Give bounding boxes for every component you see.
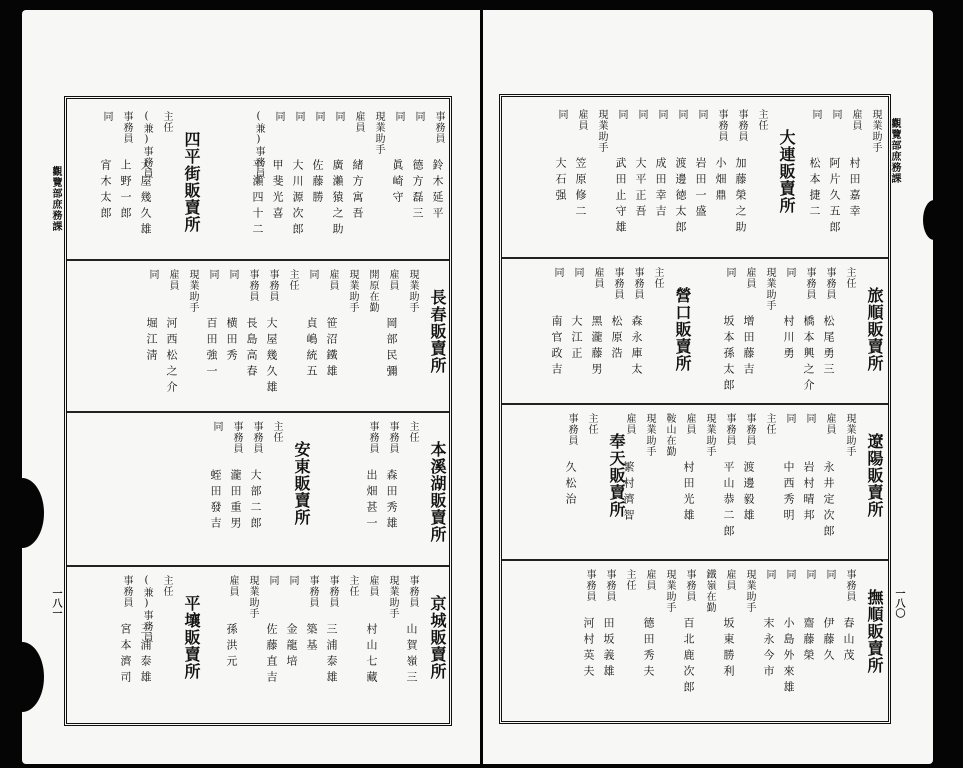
staff-name: 永井定次郎 [822, 461, 835, 541]
staff-position: 事務員 [251, 421, 262, 454]
staff-position: 雇員 [644, 569, 655, 591]
staff-name: 三浦泰雄 [325, 623, 338, 687]
section-divider [502, 403, 888, 405]
staff-position: 事務員 [736, 109, 747, 142]
staff-position: 雇員 [744, 267, 755, 289]
staff-name: 三浦泰雄 [139, 623, 152, 687]
staff-position: 雇員 [367, 575, 378, 597]
staff-position: 同 [656, 109, 667, 120]
staff-position: 主任 [586, 413, 597, 435]
staff-position: 事務員 [612, 267, 623, 300]
staff-name: 加藤榮之助 [734, 157, 747, 237]
staff-position: 鐵嶺在勤 [704, 569, 715, 613]
staff-position: 雇員 [592, 267, 603, 289]
staff-position: 同 [307, 269, 318, 280]
staff-position: 現業助手 [764, 267, 775, 311]
staff-name: 山賀嶺三 [405, 623, 418, 687]
staff-position: (兼)事務員 [253, 111, 264, 179]
staff-position: 雇員 [327, 269, 338, 291]
staff-position: 現業助手 [664, 569, 675, 613]
staff-position: 現業助手 [844, 413, 855, 457]
staff-position: 雇員 [167, 269, 178, 291]
staff-position: 同 [696, 109, 707, 120]
staff-position: 同 [227, 269, 238, 280]
staff-name: 岩村晴邦 [802, 461, 815, 525]
staff-position: 同 [804, 569, 815, 580]
section-divider [502, 559, 888, 561]
staff-name: 繁村濟智 [622, 461, 635, 525]
staff-position: 現業助手 [744, 569, 755, 613]
staff-position: 事務員 [744, 413, 755, 446]
staff-position: 事務員 [804, 267, 815, 300]
staff-position: 雇員 [227, 575, 238, 597]
staff-name: 村田嘉幸 [848, 157, 861, 221]
staff-name: 南官政吉 [550, 315, 563, 379]
staff-position: 鞍山在勤 [664, 413, 675, 457]
staff-name: 齋藤榮 [802, 617, 815, 665]
staff-position: 主任 [764, 413, 775, 435]
left-page [22, 10, 480, 764]
staff-name: 笹沼鐵雄 [325, 317, 338, 381]
staff-position: 主任 [407, 421, 418, 443]
staff-position: 同 [804, 413, 815, 424]
right-page [483, 10, 933, 764]
staff-position: 事務員 [327, 575, 338, 608]
staff-position: 事務員 [566, 413, 577, 446]
staff-position: 同 [393, 111, 404, 122]
staff-name: 伊藤久 [822, 617, 835, 665]
staff-position: 現業助手 [247, 575, 258, 619]
staff-position: 主任 [756, 109, 767, 131]
section-divider [67, 565, 449, 567]
staff-position: 事務員 [387, 421, 398, 454]
staff-position: 事務員 [844, 569, 855, 602]
staff-name: 森永庫太 [630, 315, 643, 379]
staff-position: 同 [616, 109, 627, 120]
staff-name: 森田秀雄 [385, 469, 398, 533]
office-heading: 大連販賣所 [777, 129, 796, 214]
staff-position: 雇員 [576, 109, 587, 131]
staff-position: 主任 [161, 575, 172, 597]
office-heading: 遼陽販賣所 [865, 433, 884, 518]
staff-name: 成田幸吉 [654, 157, 667, 221]
staff-position: 同 [273, 111, 284, 122]
section-divider [67, 411, 449, 413]
staff-position: 主任 [287, 269, 298, 291]
staff-name: 德田秀夫 [642, 617, 655, 681]
staff-name: 坂本孫太郎 [722, 315, 735, 395]
staff-position: 現業助手 [870, 109, 881, 153]
staff-name: 渡邊徳太郎 [674, 157, 687, 237]
office-heading: 京城販賣所 [428, 595, 447, 680]
staff-position: 雇員 [624, 413, 635, 435]
running-title: 觀覽部庶務課 [50, 166, 61, 232]
staff-position: 同 [211, 421, 222, 432]
staff-position: 同 [413, 111, 424, 122]
staff-position: 現業助手 [373, 111, 384, 155]
staff-position: 事務員 [307, 575, 318, 608]
staff-name: 村田光雄 [682, 461, 695, 525]
office-heading: 營口販賣所 [673, 287, 692, 372]
staff-position: 主任 [161, 111, 172, 133]
staff-position: 同 [313, 111, 324, 122]
staff-position: 事務員 [367, 421, 378, 454]
staff-name: 田坂義雄 [602, 617, 615, 681]
staff-name: 百北鹿次郎 [682, 617, 695, 697]
staff-name: 佐藤勝 [311, 159, 324, 207]
staff-name: 松原浩 [610, 315, 623, 363]
page-frame [64, 96, 452, 726]
staff-name: 大江正 [570, 315, 583, 363]
staff-name: 村山七藏 [365, 623, 378, 687]
office-heading: 旅順販賣所 [865, 287, 884, 372]
staff-position: 主任 [624, 569, 635, 591]
staff-name: 出畑甚一 [365, 469, 378, 533]
staff-name: 佐藤直吉 [265, 623, 278, 687]
staff-position: 同 [287, 575, 298, 586]
staff-position: 同 [293, 111, 304, 122]
page-number: 一八一 [50, 588, 61, 618]
staff-name: 松尾勇三 [822, 315, 835, 379]
staff-name: 甲斐光喜 [271, 159, 284, 223]
binding-hole-bottom [0, 642, 44, 712]
staff-position: 現業助手 [407, 269, 418, 313]
staff-position: 同 [764, 569, 775, 580]
office-heading: 奉天販賣所 [607, 433, 626, 518]
staff-name: 笠原修二 [574, 157, 587, 221]
staff-position: 事務員 [584, 569, 595, 602]
staff-position: 同 [636, 109, 647, 120]
section-divider [502, 257, 888, 259]
office-heading: 長春販賣所 [428, 289, 447, 374]
staff-name: 堀江淸 [145, 317, 158, 365]
staff-position: 現業助手 [644, 413, 655, 457]
staff-position: 同 [267, 575, 278, 586]
staff-position: 現業助手 [387, 575, 398, 619]
staff-position: 事務員 [824, 267, 835, 300]
staff-position: 事務員 [716, 109, 727, 142]
staff-position: 同 [724, 267, 735, 278]
staff-name: 大石强 [554, 157, 567, 205]
staff-position: 同 [552, 267, 563, 278]
staff-position: 同 [101, 111, 112, 122]
staff-name: 久松治 [564, 461, 577, 509]
staff-position: 同 [207, 269, 218, 280]
staff-position: 主任 [271, 421, 282, 443]
staff-position: 雇員 [387, 269, 398, 291]
staff-name: 緒方寓吾 [351, 159, 364, 223]
section-divider [67, 259, 449, 261]
staff-position: 事務員 [267, 269, 278, 302]
staff-position: 同 [556, 109, 567, 120]
staff-position: 同 [572, 267, 583, 278]
staff-name: 河西松之介 [165, 317, 178, 397]
staff-name: 岡部民彌 [385, 317, 398, 381]
staff-position: 事務員 [632, 267, 643, 300]
staff-name: 蛭田發吉 [209, 469, 222, 533]
staff-name: 村川勇 [782, 315, 795, 363]
staff-position: 同 [784, 267, 795, 278]
staff-name: 大屋幾久雄 [139, 159, 152, 239]
staff-name: 鈴木延平 [431, 159, 444, 223]
staff-name: 松本捷二 [808, 157, 821, 221]
staff-position: 事務員 [604, 569, 615, 602]
staff-position: 現業助手 [704, 413, 715, 457]
staff-name: 長島高春 [245, 317, 258, 381]
staff-position: 同 [784, 413, 795, 424]
staff-position: 主任 [347, 575, 358, 597]
staff-name: 瀧田重男 [229, 469, 242, 533]
staff-name: 貞嶋統五 [305, 317, 318, 381]
staff-position: 同 [830, 109, 841, 120]
staff-position: 同 [824, 569, 835, 580]
staff-position: 事務員 [724, 413, 735, 446]
staff-name: 坂東勝利 [722, 617, 735, 681]
staff-name: 築基 [305, 623, 318, 655]
staff-name: 小島外來雄 [782, 617, 795, 697]
staff-position: 同 [676, 109, 687, 120]
staff-position: 雇員 [824, 413, 835, 435]
binding-hole-right [923, 200, 945, 240]
staff-name: 河村英夫 [582, 617, 595, 681]
staff-name: 大屋幾久雄 [265, 317, 278, 397]
staff-position: 現業助手 [347, 269, 358, 313]
staff-position: 事務員 [121, 111, 132, 144]
staff-name: 平瀨四十二 [251, 159, 264, 239]
page-number: 一八〇 [893, 588, 904, 618]
staff-name: 金龍培 [285, 623, 298, 671]
staff-position: 開原在勤 [367, 269, 378, 313]
staff-position: 同 [784, 569, 795, 580]
staff-name: 眞崎守 [391, 159, 404, 207]
staff-name: 大川源次郎 [291, 159, 304, 239]
staff-position: 雇員 [684, 413, 695, 435]
staff-name: 上野一郎 [119, 159, 132, 223]
staff-position: 現業助手 [596, 109, 607, 153]
staff-name: 武田止守雄 [614, 157, 627, 237]
binding-hole-top [0, 478, 44, 548]
staff-name: 渡邊毅雄 [742, 461, 755, 525]
staff-position: 雇員 [724, 569, 735, 591]
staff-name: 平山恭二郎 [722, 461, 735, 541]
staff-name: 宵木太郎 [99, 159, 112, 223]
staff-name: 岩田一盛 [694, 157, 707, 221]
staff-position: 事務員 [121, 575, 132, 608]
staff-name: 阿片久五郎 [828, 157, 841, 237]
office-heading: 平壤販賣所 [182, 595, 201, 680]
staff-name: 廣瀨猿之助 [331, 159, 344, 239]
staff-position: 同 [147, 269, 158, 280]
staff-name: 中西秀明 [782, 461, 795, 525]
office-heading: 本溪湖販賣所 [428, 441, 447, 543]
staff-position: 事務員 [247, 269, 258, 302]
staff-name: 增田藤吉 [742, 315, 755, 379]
staff-position: 事務員 [433, 111, 444, 144]
staff-position: 同 [333, 111, 344, 122]
staff-position: (兼)事務員 [141, 111, 152, 179]
staff-position: (兼)事務員 [141, 575, 152, 643]
staff-name: 大平正吾 [634, 157, 647, 221]
staff-name: 黑瀧藤男 [590, 315, 603, 379]
staff-position: 現業助手 [187, 269, 198, 313]
staff-position: 事務員 [684, 569, 695, 602]
office-heading: 撫順販賣所 [865, 589, 884, 674]
staff-position: 雇員 [850, 109, 861, 131]
office-heading: 安東販賣所 [292, 441, 311, 526]
staff-name: 宮本濟司 [119, 623, 132, 687]
staff-position: 事務員 [407, 575, 418, 608]
staff-name: 百田強一 [205, 317, 218, 381]
staff-name: 大部二郎 [249, 469, 262, 533]
staff-name: 孫洪元 [225, 623, 238, 671]
staff-name: 末永今市 [762, 617, 775, 681]
office-heading: 四平街販賣所 [182, 131, 201, 233]
page-frame [499, 94, 891, 724]
staff-name: 橋本興之介 [802, 315, 815, 395]
staff-position: 事務員 [231, 421, 242, 454]
staff-position: 同 [810, 109, 821, 120]
staff-name: 德方磊三 [411, 159, 424, 223]
running-title: 觀覽部庶務課 [889, 118, 900, 184]
staff-position: 主任 [652, 267, 663, 289]
staff-name: 小畑鼎 [714, 157, 727, 205]
staff-name: 横田秀 [225, 317, 238, 365]
staff-position: 雇員 [353, 111, 364, 133]
staff-name: 春山茂 [842, 617, 855, 665]
staff-position: 主任 [844, 267, 855, 289]
